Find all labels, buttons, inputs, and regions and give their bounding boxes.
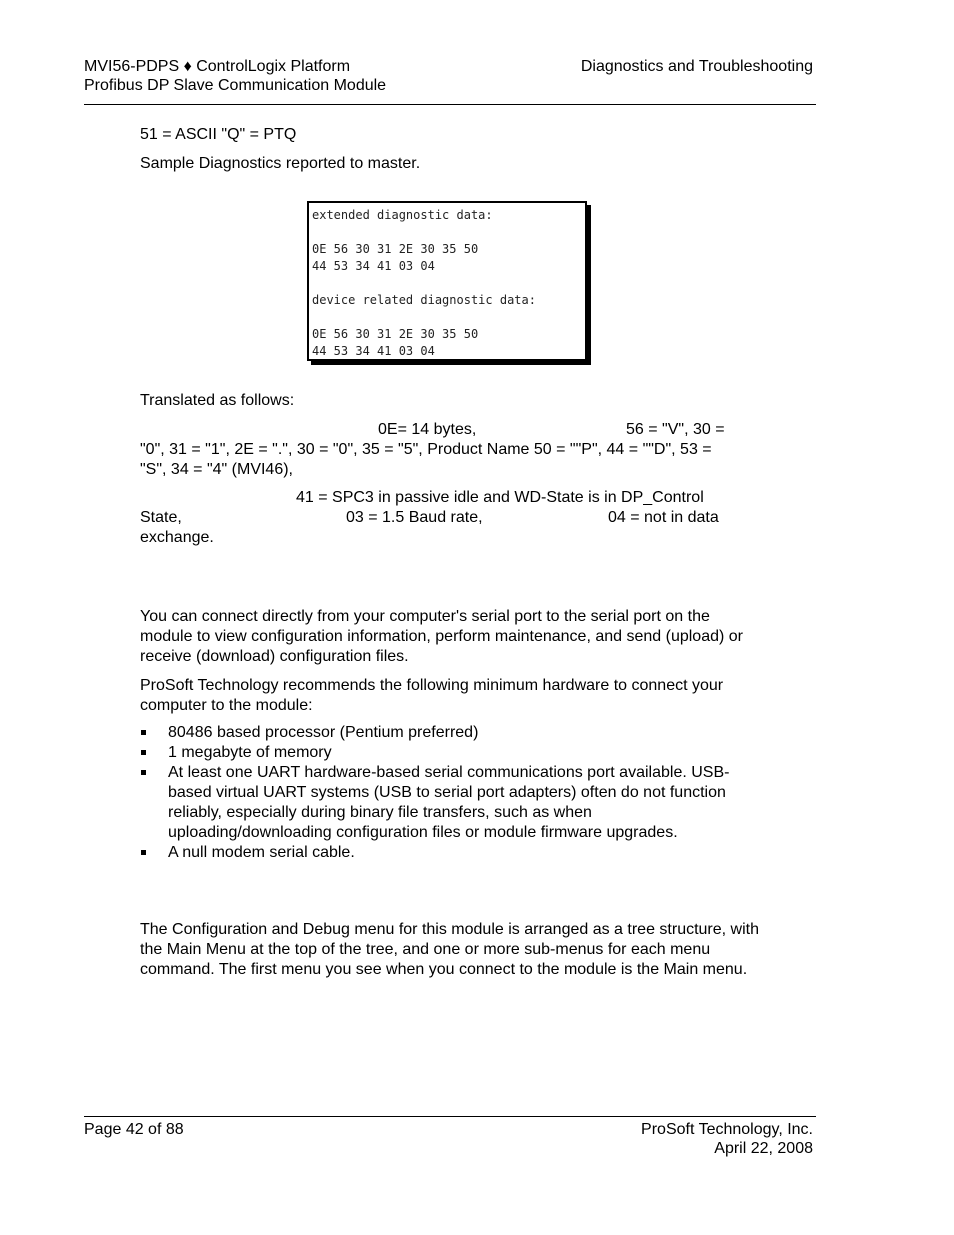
recommend-paragraph: ProSoft Technology recommends the following minimum hardware to connect your computer to the module: — [140, 677, 724, 714]
diag-line: extended diagnostic data: — [312, 208, 493, 222]
footer-rule — [84, 1116, 816, 1117]
bullet-icon — [141, 770, 146, 775]
translation-exchange-cont: exchange. — [140, 529, 214, 546]
diag-line: device related diagnostic data: — [312, 293, 536, 307]
bullet-icon — [141, 750, 146, 755]
diag-line: 44 53 34 41 03 04 — [312, 259, 435, 273]
diagnostic-data-screenshot — [307, 201, 587, 361]
header-module-name: Profibus DP Slave Communication Module — [84, 77, 387, 94]
diag-line: 0E 56 30 31 2E 30 35 50 — [312, 242, 479, 256]
translation-exchange: 04 = not in data — [608, 509, 719, 526]
page-number: Page 42 of 88 — [84, 1121, 184, 1138]
header-product-line: MVI56-PDPS ♦ ControlLogix Platform — [84, 58, 351, 75]
translated-heading: Translated as follows: — [140, 392, 295, 409]
diag-line — [312, 275, 585, 292]
sample-intro: Sample Diagnostics reported to master. — [140, 155, 421, 172]
bullet-icon — [141, 850, 146, 855]
menu-paragraph: The Configuration and Debug menu for this module is arranged as a tree structure, with the Main Menu at the top of the tree, and one or more sub-menus for each menu command. The first menu you see when you connect to the module is the Main menu. — [140, 921, 759, 978]
hardware-list — [140, 723, 760, 863]
diag-line — [312, 224, 585, 241]
connect-paragraph: You can connect directly from your computer's serial port to the serial port on the module to view configuration information, perform maintenance, and send (upload) or receive (download) configuration files. — [140, 608, 743, 665]
bullet-icon — [141, 730, 146, 735]
ascii-line: 51 = ASCII "Q" = PTQ — [140, 126, 297, 143]
list-item: At least one UART hardware-based serial communications port available. USB-based virtual UART systems (USB to serial port adapters) often do not function reliably, especially during binary file transfers, such as when uploading/downloading configuration files or module firmware upgrades. — [140, 763, 760, 843]
header-section-title: Diagnostics and Troubleshooting — [580, 58, 813, 75]
translation-state-cont: State, — [140, 509, 182, 526]
diag-line: 44 53 34 41 03 04 — [312, 344, 435, 358]
footer-date: April 22, 2008 — [714, 1140, 813, 1157]
translation-bytes-cont: "0", 31 = "1", 2E = ".", 30 = "0", 35 = "5", Product Name 50 = ""P", 44 = ""D", 53 = — [140, 441, 712, 458]
header-rule — [84, 104, 816, 105]
list-item: 1 megabyte of memory — [140, 743, 760, 763]
translation-baud: 03 = 1.5 Baud rate, — [346, 509, 483, 526]
translation-state: 41 = SPC3 in passive idle and WD-State is in DP_Control — [296, 489, 704, 506]
list-item: 80486 based processor (Pentium preferred) — [140, 723, 760, 743]
translation-length: 0E= 14 bytes, — [378, 421, 477, 438]
footer-company: ProSoft Technology, Inc. — [641, 1121, 813, 1138]
diag-line: 0E 56 30 31 2E 30 35 50 — [312, 327, 479, 341]
translation-bytes-start: 56 = "V", 30 = — [626, 421, 725, 438]
translation-bytes-end: "S", 34 = "4" (MVI46), — [140, 461, 293, 478]
list-item: A null modem serial cable. — [140, 843, 760, 863]
diag-line — [312, 309, 585, 326]
